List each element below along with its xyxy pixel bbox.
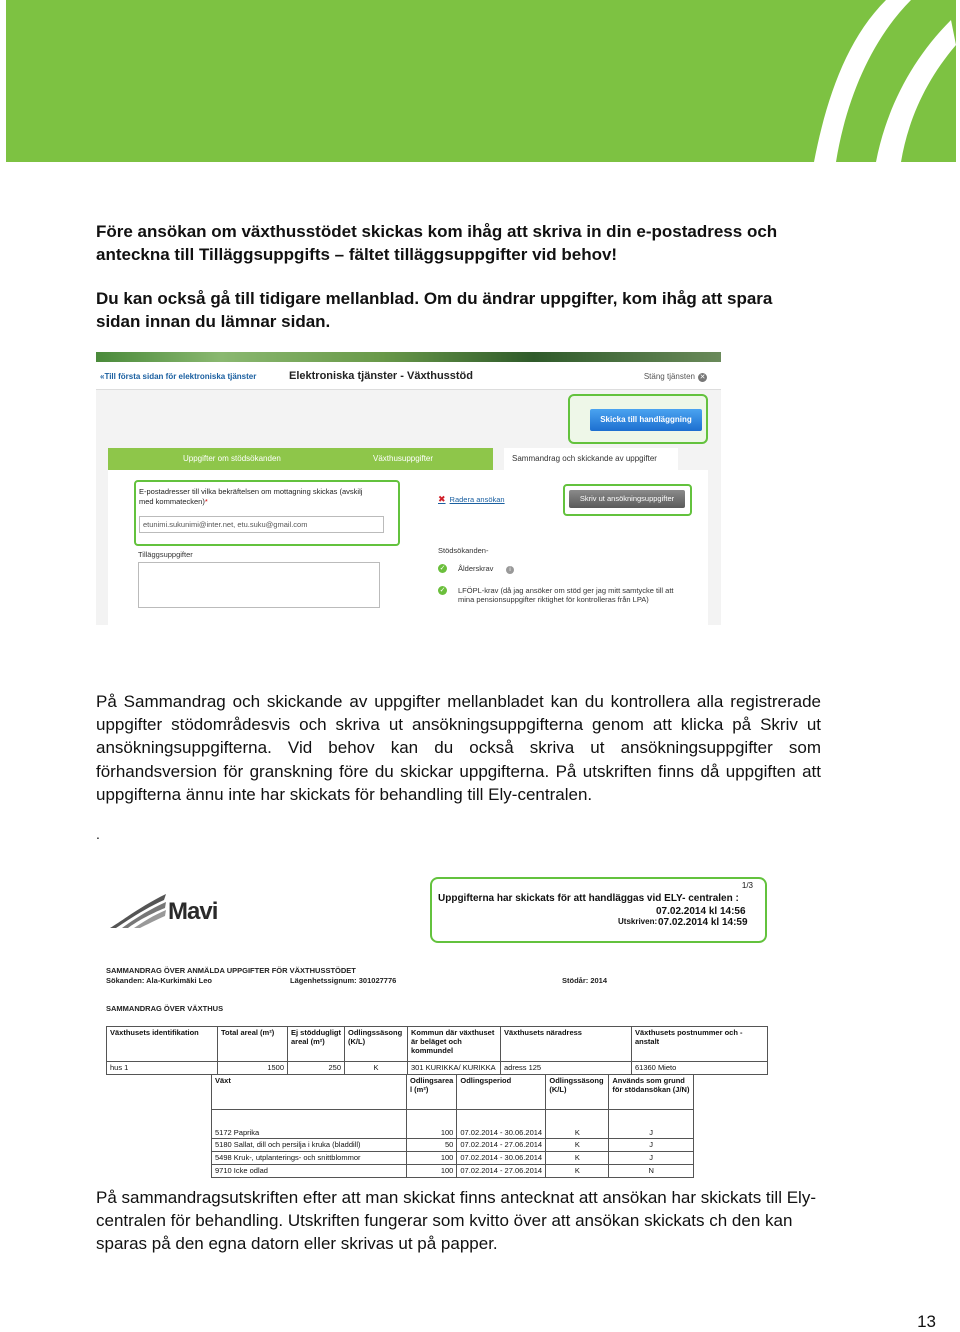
- stray-dot: .: [96, 826, 100, 842]
- table-cell: 100: [407, 1165, 457, 1178]
- send-highlight: [568, 394, 708, 444]
- table-row: [212, 1152, 694, 1165]
- screenshot-application-form: [96, 352, 721, 625]
- printed-label: Utskriven:: [618, 917, 658, 926]
- table-header-cell: Odlingssäsong (K/L): [345, 1027, 408, 1062]
- table-cell: 1500: [218, 1062, 288, 1075]
- email-highlight: [134, 480, 400, 546]
- extra-info-textarea[interactable]: [138, 562, 380, 608]
- table-header-cell: Odlingsarea l (m²): [407, 1075, 457, 1110]
- table-cell: J: [609, 1139, 694, 1152]
- table-cell: 07.02.2014 - 27.06.2014: [457, 1165, 546, 1178]
- tab-greenhouse[interactable]: Växthusuppgifter: [298, 448, 493, 470]
- email-label: E-postadresser till vilka bekräftelsen om mottagning skickas (avskilj med kommatecken): [139, 487, 363, 506]
- table-header-cell: Växthusets identifikation: [107, 1027, 218, 1062]
- check-icon: ✓: [439, 565, 446, 572]
- table-header-cell: Odlingsperiod: [457, 1075, 546, 1110]
- table-cell: 07.02.2014 - 30.06.2014: [457, 1110, 546, 1139]
- table-header-row: [212, 1075, 694, 1110]
- table-cell: 5498 Kruk-, utplanterings- och snittblommor: [212, 1152, 407, 1165]
- mavi-wordmark: Mavi: [168, 898, 218, 925]
- support-year: Stödår: 2014: [562, 976, 608, 985]
- table-header-cell: Används som grund för stödansökan (J/N): [609, 1075, 694, 1110]
- close-label: Stäng tjänsten: [643, 372, 695, 381]
- intro-paragraph-1: Före ansökan om växthusstödet skickas kom ihåg att skriva in din e-postadress och anteckna till Tilläggsuppgifts – fältet tilläggsuppgifter vid behov!: [96, 222, 778, 264]
- table-header-row: [107, 1027, 768, 1062]
- table-cell: hus 1: [107, 1062, 218, 1075]
- check-pension: LFÖPL-krav (då jag ansöker om stöd ger jag mitt samtycke till att mina pensionsuppgifter riktighet för kontrolleras från LPA): [458, 586, 674, 604]
- table-header-cell: Växt: [212, 1075, 407, 1110]
- greenhouse-table: [106, 1026, 768, 1075]
- table-cell: 250: [288, 1062, 345, 1075]
- photo-strip: [96, 352, 721, 362]
- body-paragraph-2: På sammandragsutskriften efter att man skickat finns antecknat att ansökan har skickats till Ely-centralen för behandling. Utskriften fungerar som kvitto över att ansökan skickats ch den kan sparas på den egna datorn eller skrivas ut på papper.: [96, 1188, 816, 1254]
- table-cell: 5172 Paprika: [212, 1110, 407, 1139]
- table-header-cell: Kommun där växthuset är beläget och kommundel: [408, 1027, 501, 1062]
- table-cell: K: [546, 1139, 609, 1152]
- sent-date: 07.02.2014 kl 14:56: [656, 906, 746, 917]
- applicant-heading: Stödsökanden-: [438, 546, 489, 555]
- delete-icon: ✖: [438, 494, 446, 504]
- applicant-name: Sökanden: Ala-Kurkimäki Leo: [106, 976, 212, 985]
- sent-title: Uppgifterna har skickats för att handläggas vid ELY- centralen :: [438, 893, 739, 904]
- check-icon: ✓: [439, 587, 446, 594]
- table-cell: 9710 Icke odlad: [212, 1165, 407, 1178]
- table-cell: 100: [407, 1152, 457, 1165]
- email-field[interactable]: etunimi.sukunimi@inter.net, etu.suku@gmail.com: [139, 516, 384, 533]
- table-cell: K: [546, 1152, 609, 1165]
- tab-bar: [108, 448, 676, 470]
- send-to-processing-button[interactable]: Skicka till handläggning: [590, 409, 702, 431]
- table-row: [212, 1110, 694, 1139]
- summary-title: SAMMANDRAG ÖVER ANMÄLDA UPPGIFTER FÖR VÄXTHUSSTÖDET: [106, 966, 356, 975]
- mavi-logo-icon: [108, 890, 168, 930]
- table-cell: adress 125: [501, 1062, 632, 1075]
- table-header-cell: Växthusets näradress: [501, 1027, 632, 1062]
- back-link[interactable]: «Till första sidan för elektroniska tjänster: [100, 372, 257, 381]
- app-header: [96, 362, 721, 390]
- intro-paragraph-2: Du kan också gå till tidigare mellanblad. Om du ändrar uppgifter, kom ihåg att spara sidan innan du lämnar sidan.: [96, 289, 773, 331]
- table-cell: 5180 Sallat, dill och persilja i kruka (bladdill): [212, 1139, 407, 1152]
- crop-table: [211, 1074, 694, 1178]
- summary-panel: [108, 470, 708, 625]
- close-service-link[interactable]: [644, 372, 707, 382]
- tab-summary[interactable]: Sammandrag och skickande av uppgifter: [504, 448, 678, 470]
- table-cell: 07.02.2014 - 27.06.2014: [457, 1139, 546, 1152]
- table-cell: 50: [407, 1139, 457, 1152]
- table-row: [107, 1062, 768, 1075]
- info-icon[interactable]: i: [506, 566, 514, 574]
- body-paragraph-1: På Sammandrag och skickande av uppgifter mellanbladet kan du kontrollera alla registrerade uppgifter stödområdesvis och skriva ut ansökningsuppgifterna genom att klicka på Skriv ut ansökningsuppgifterna. Vid behov kan du också skriva ut ansökningsuppgifter som förhandsversion för granskning före du skickar uppgifterna. På utskriften finns då uppgiften att uppgifterna ännu inte har skickats för behandling till Ely-centralen.: [96, 692, 821, 804]
- sent-receipt-box: [430, 877, 767, 943]
- page-indicator: 1/3: [741, 881, 753, 890]
- greenhouse-summary-title: SAMMANDRAG ÖVER VÄXTHUS: [106, 1004, 224, 1013]
- table-header-cell: Odlingssäsong (K/L): [546, 1075, 609, 1110]
- app-title: Elektroniska tjänster - Växthusstöd: [289, 370, 473, 382]
- table-cell: K: [546, 1110, 609, 1139]
- table-row: [212, 1165, 694, 1178]
- farm-id: Lägenhetssignum: 301027776: [290, 976, 397, 985]
- leaf-logo-icon: [736, 0, 956, 162]
- table-cell: K: [345, 1062, 408, 1075]
- delete-application-link[interactable]: [438, 494, 505, 505]
- table-row: [212, 1139, 694, 1152]
- table-cell: J: [609, 1152, 694, 1165]
- table-cell: N: [609, 1165, 694, 1178]
- table-header-cell: Ej stöddugligt areal (m²): [288, 1027, 345, 1062]
- table-cell: J: [609, 1110, 694, 1139]
- table-cell: 100: [407, 1110, 457, 1139]
- delete-label: Radera ansökan: [449, 495, 505, 504]
- table-cell: 61360 Mieto: [632, 1062, 768, 1075]
- required-marker: *: [204, 497, 208, 506]
- mavi-logo: [108, 890, 228, 930]
- header-banner: [6, 0, 956, 162]
- printed-date: 07.02.2014 kl 14:59: [658, 917, 748, 928]
- table-cell: 301 KURIKKA/ KURIKKA: [408, 1062, 501, 1075]
- check-age: Ålderskrav: [458, 564, 494, 573]
- table-cell: K: [546, 1165, 609, 1178]
- table-cell: 07.02.2014 - 30.06.2014: [457, 1152, 546, 1165]
- extra-info-label: Tilläggsuppgifter: [138, 550, 193, 559]
- table-header-cell: Växthusets postnummer och -anstalt: [632, 1027, 768, 1062]
- print-button[interactable]: Skriv ut ansökningsuppgifter: [569, 490, 685, 508]
- tab-applicant[interactable]: Uppgifter om stödsökanden: [108, 448, 343, 470]
- close-icon: ✕: [699, 374, 706, 381]
- print-highlight: [563, 484, 692, 516]
- page-number: 13: [917, 1312, 936, 1331]
- table-header-cell: Total areal (m²): [218, 1027, 288, 1062]
